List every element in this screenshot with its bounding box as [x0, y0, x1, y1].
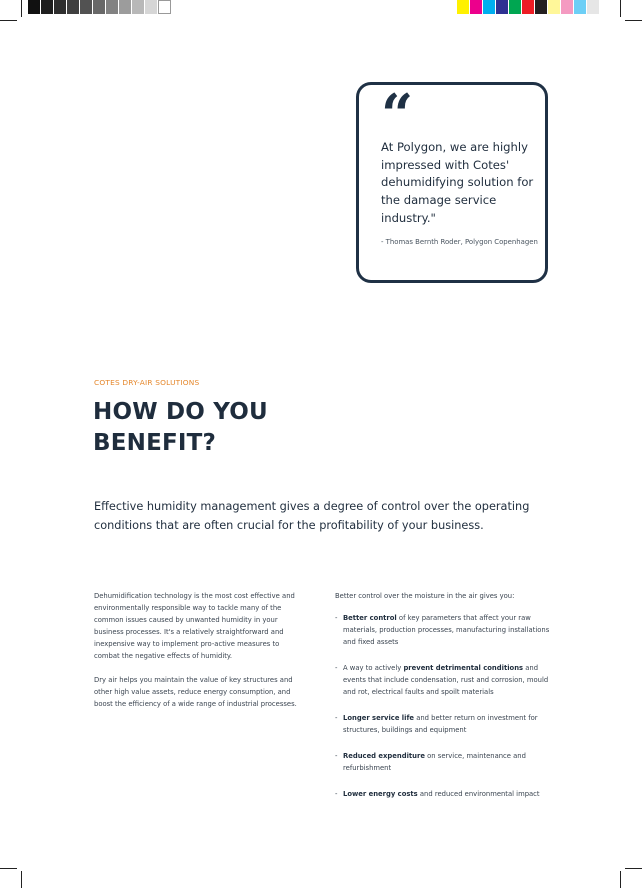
benefit-item: - Better control of key parameters that affect your raw materials, production processes, manufacturing installations and fixed assets [335, 614, 550, 646]
color-swatch [587, 0, 600, 14]
benefit-highlight: Longer service life [343, 714, 415, 722]
intro-paragraph: Effective humidity management gives a degree of control over the operating conditions that are often crucial for the profitability of your business. [94, 500, 530, 532]
color-swatch [535, 0, 548, 14]
benefit-item: - Longer service life and better return on investment for structures, buildings and equipment [335, 714, 538, 734]
crop-mark [625, 20, 642, 21]
benefit-highlight: prevent detrimental conditions [403, 664, 524, 672]
crop-mark [21, 0, 22, 17]
color-swatch [470, 0, 483, 14]
grayscale-color-bar [28, 0, 171, 14]
headline-line: BENEFIT? [93, 430, 217, 456]
headline-line: HOW DO YOU [93, 399, 268, 425]
page-headline [93, 397, 353, 459]
color-swatch [80, 0, 93, 14]
color-swatch [574, 0, 587, 14]
benefits-lead: Better control over the moisture in the air gives you: [335, 592, 515, 600]
benefit-item: - A way to actively prevent detrimental conditions and events that include condensation, rust and corrosion, mould and rot, electrical faults and spoilt materials [335, 664, 549, 696]
testimonial-author: - Thomas Bernth Roder, Polygon Copenhagen [381, 238, 538, 246]
right-body-column [335, 590, 550, 814]
color-swatch [119, 0, 132, 14]
benefit-item: - Lower energy costs and reduced environmental impact [335, 790, 540, 798]
color-swatch [67, 0, 80, 14]
benefit-highlight: Better control [343, 614, 397, 622]
body-paragraph: Dry air helps you maintain the value of key structures and other high value assets, reduce energy consumption, and boost the efficiency of a wide range of industrial processes. [94, 676, 297, 708]
color-swatch [93, 0, 106, 14]
benefit-item: - Reduced expenditure on service, maintenance and refurbishment [335, 752, 526, 772]
crop-mark [0, 20, 17, 21]
bullet-marker: - [335, 664, 338, 672]
color-swatch [132, 0, 145, 14]
bullet-marker: - [335, 614, 338, 622]
color-swatch [145, 0, 158, 14]
bullet-marker: - [335, 714, 338, 722]
body-paragraph: Dehumidification technology is the most cost effective and environmentally responsible way to tackle many of the common issues caused by unwanted humidity in your business processes. It's a relatively straightforward and inexpensive way to implement pro-active measures to combat the negative effects of humidity. [94, 592, 295, 660]
color-swatch [54, 0, 67, 14]
crop-mark [21, 871, 22, 888]
color-swatch [496, 0, 509, 14]
left-body-column [94, 590, 307, 722]
crop-mark [620, 871, 621, 888]
color-swatch [28, 0, 41, 14]
color-swatch [158, 0, 171, 14]
color-swatch [483, 0, 496, 14]
testimonial-text: At Polygon, we are highly impressed with Cotes' dehumidifying solution for the damage service industry." [381, 140, 534, 225]
benefit-highlight: Reduced expenditure [343, 752, 425, 760]
color-swatch [457, 0, 470, 14]
crop-mark [0, 868, 17, 869]
benefits-list [335, 612, 550, 800]
process-color-bar [457, 0, 600, 14]
color-swatch [106, 0, 119, 14]
testimonial-quote-box [356, 82, 548, 283]
section-eyebrow: COTES DRY-AIR SOLUTIONS [94, 378, 200, 387]
color-swatch [509, 0, 522, 14]
bullet-marker: - [335, 790, 338, 798]
benefit-highlight: Lower energy costs [343, 790, 418, 798]
color-swatch [561, 0, 574, 14]
quote-mark-icon: “ [381, 82, 414, 148]
bullet-marker: - [335, 752, 338, 760]
crop-mark [620, 0, 621, 17]
color-swatch [41, 0, 54, 14]
color-swatch [548, 0, 561, 14]
color-swatch [522, 0, 535, 14]
crop-mark [625, 868, 642, 869]
